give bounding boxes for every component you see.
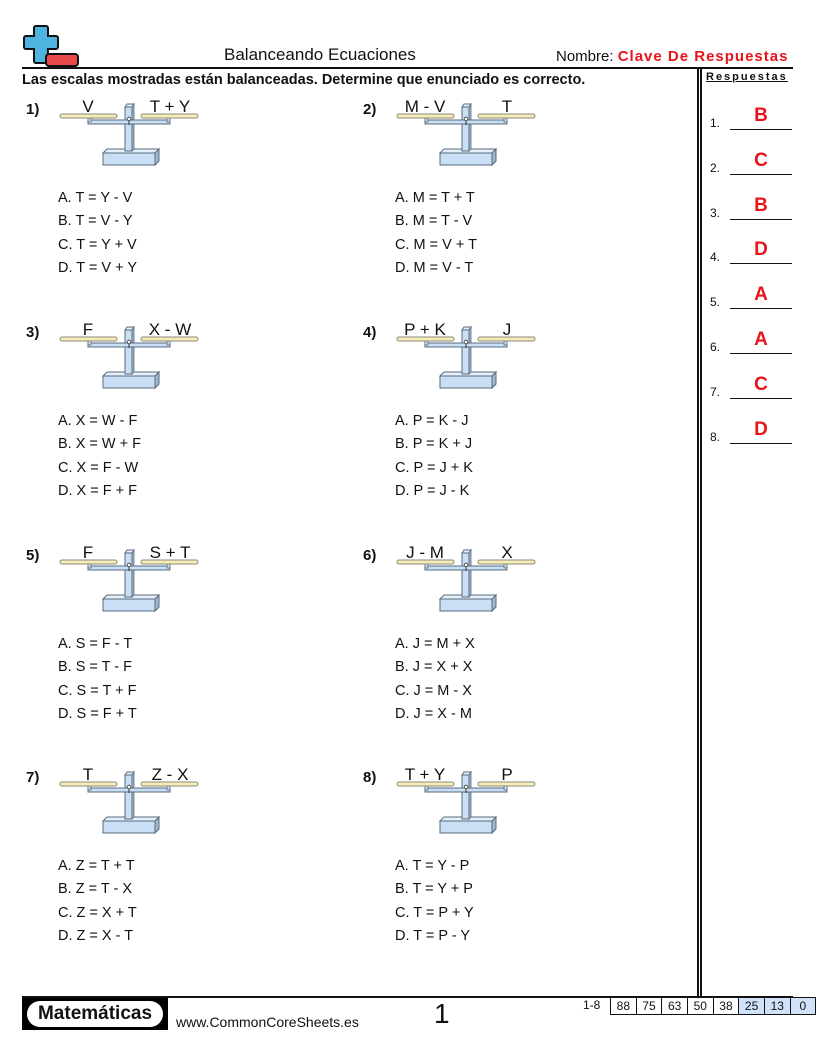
problem-4: [363, 320, 663, 524]
choice-c: C. X = F - W: [58, 459, 139, 476]
plus-minus-logo-icon: [22, 24, 80, 68]
answer-number: 5.: [710, 295, 721, 309]
answer-value: D: [754, 419, 768, 440]
choice-c: C. T = P + Y: [395, 904, 474, 921]
choice-a: A. P = K - J: [395, 413, 469, 429]
header-divider: [22, 67, 793, 69]
choice-a: A. S = F - T: [58, 636, 133, 652]
choice-c: C. Z = X + T: [58, 904, 137, 921]
problem-number: 1): [26, 101, 40, 118]
choice-d: D. X = F + F: [58, 482, 137, 499]
choice-b: B. P = K + J: [395, 436, 473, 453]
answer-line: [730, 129, 792, 130]
problem-1: [26, 97, 326, 301]
choice-b: B. S = T - F: [58, 659, 133, 676]
balance-scale-icon: [396, 543, 536, 617]
answer-row: [710, 418, 792, 444]
problem-7: [26, 765, 326, 969]
choices: [395, 410, 473, 503]
answers-heading: Respuestas: [706, 71, 788, 83]
right-pan-label: Z - X: [151, 765, 189, 784]
choices: [395, 855, 474, 948]
choice-d: D. Z = X - T: [58, 927, 134, 944]
left-pan-label: T + Y: [404, 765, 446, 784]
balance-scale-icon: [396, 765, 536, 839]
choice-c: C. S = T + F: [58, 682, 137, 699]
choice-c: C. J = M - X: [395, 682, 472, 699]
problem-2: [363, 97, 663, 301]
left-pan-label: T: [82, 765, 94, 784]
answer-value: B: [754, 195, 768, 216]
choices: [58, 187, 137, 280]
answer-line: [730, 443, 792, 444]
choice-d: D. T = P - Y: [395, 927, 471, 944]
choices: [395, 633, 475, 726]
problem-3: [26, 320, 326, 524]
right-pan-label: P: [501, 765, 513, 784]
left-pan-label: J - M: [406, 543, 444, 562]
choice-a: A. X = W - F: [58, 413, 138, 429]
page-number: 1: [434, 998, 450, 1029]
balance-scale-icon: [396, 320, 536, 394]
balance-scale-icon: [59, 97, 199, 171]
right-pan-label: S + T: [149, 543, 191, 562]
choice-d: D. T = V + Y: [58, 259, 137, 276]
answer-row: [710, 238, 792, 264]
score-range-label: 1-8: [583, 998, 601, 1012]
choice-c: C. P = J + K: [395, 459, 473, 476]
left-pan-label: V: [82, 97, 94, 116]
answer-number: 4.: [710, 250, 721, 264]
choices: [58, 633, 137, 726]
balance-scale-icon: [396, 97, 536, 171]
balance-scale-icon: [59, 320, 199, 394]
answer-line: [730, 308, 792, 309]
answer-line: [730, 219, 792, 220]
answer-line: [730, 398, 792, 399]
answer-value: B: [754, 105, 768, 126]
score-cell: 13: [764, 998, 790, 1015]
answer-number: 2.: [710, 161, 721, 175]
right-pan-label: X: [501, 543, 513, 562]
site-url: www.CommonCoreSheets.es: [176, 1014, 359, 1030]
score-cell: 88: [611, 998, 637, 1015]
worksheet-title: Balanceando Ecuaciones: [224, 45, 416, 64]
answer-line: [730, 263, 792, 264]
name-label: Nombre:: [556, 48, 614, 65]
choices: [395, 187, 477, 280]
score-cell: 25: [739, 998, 765, 1015]
left-pan-label: F: [82, 543, 94, 562]
answer-number: 7.: [710, 385, 721, 399]
choice-c: C. T = Y + V: [58, 236, 137, 253]
answer-number: 6.: [710, 340, 721, 354]
answer-value: C: [754, 150, 768, 171]
right-pan-label: J: [502, 320, 512, 339]
answer-line: [730, 353, 792, 354]
left-pan-label: P + K: [404, 320, 446, 339]
left-pan-label: F: [82, 320, 94, 339]
choice-d: D. M = V - T: [395, 259, 474, 276]
choice-a: A. M = T + T: [395, 190, 475, 206]
answer-value: D: [754, 239, 768, 260]
problem-number: 3): [26, 324, 40, 341]
choices: [58, 410, 141, 503]
answer-row: [710, 283, 792, 309]
brand-label: Matemáticas: [27, 1001, 163, 1027]
choice-d: D. S = F + T: [58, 705, 137, 722]
choice-a: A. T = Y - V: [58, 190, 133, 206]
score-cell: 75: [636, 998, 662, 1015]
right-pan-label: X - W: [148, 320, 192, 339]
score-cell: 38: [713, 998, 739, 1015]
problem-6: [363, 543, 663, 747]
problem-5: [26, 543, 326, 747]
choice-d: D. J = X - M: [395, 705, 472, 722]
problem-number: 7): [26, 769, 40, 786]
score-cell: 0: [790, 998, 815, 1015]
choice-c: C. M = V + T: [395, 236, 477, 253]
answer-row: [710, 373, 792, 399]
choices: [58, 855, 137, 948]
answer-row: [710, 194, 792, 220]
left-pan-label: M - V: [404, 97, 446, 116]
answer-row: [710, 104, 792, 130]
balance-scale-icon: [59, 765, 199, 839]
problem-number: 4): [363, 324, 377, 341]
name-field: [556, 48, 788, 65]
score-cell: 63: [662, 998, 688, 1015]
choice-b: B. J = X + X: [395, 659, 473, 676]
answer-row: [710, 149, 792, 175]
balance-scale-icon: [59, 543, 199, 617]
choice-b: B. T = V - Y: [58, 213, 133, 230]
choice-b: B. X = W + F: [58, 436, 141, 453]
problem-8: [363, 765, 663, 969]
choice-a: A. Z = T + T: [58, 858, 135, 874]
brand-logo: [22, 998, 168, 1030]
answer-number: 8.: [710, 430, 721, 444]
answer-number: 3.: [710, 206, 721, 220]
right-pan-label: T + Y: [149, 97, 191, 116]
right-pan-label: T: [501, 97, 513, 116]
choice-b: B. T = Y + P: [395, 881, 473, 898]
answer-value: A: [754, 329, 768, 350]
answer-row: [710, 328, 792, 354]
problem-number: 8): [363, 769, 377, 786]
problem-number: 6): [363, 547, 377, 564]
answer-value: A: [754, 284, 768, 305]
name-value: Clave De Respuestas: [617, 48, 789, 65]
score-cell: 50: [687, 998, 713, 1015]
choice-a: A. T = Y - P: [395, 858, 470, 874]
answer-column-divider: [697, 67, 702, 997]
choice-b: B. Z = T - X: [58, 881, 133, 898]
choice-a: A. J = M + X: [395, 636, 475, 652]
instructions: Las escalas mostradas están balanceadas. Determine que enunciado es correcto.: [22, 72, 586, 88]
choice-d: D. P = J - K: [395, 482, 470, 499]
choice-b: B. M = T - V: [395, 213, 473, 230]
score-table: [610, 997, 816, 1015]
answer-number: 1.: [710, 116, 721, 130]
problem-number: 5): [26, 547, 40, 564]
problem-number: 2): [363, 101, 377, 118]
answer-line: [730, 174, 792, 175]
answer-value: C: [754, 374, 768, 395]
